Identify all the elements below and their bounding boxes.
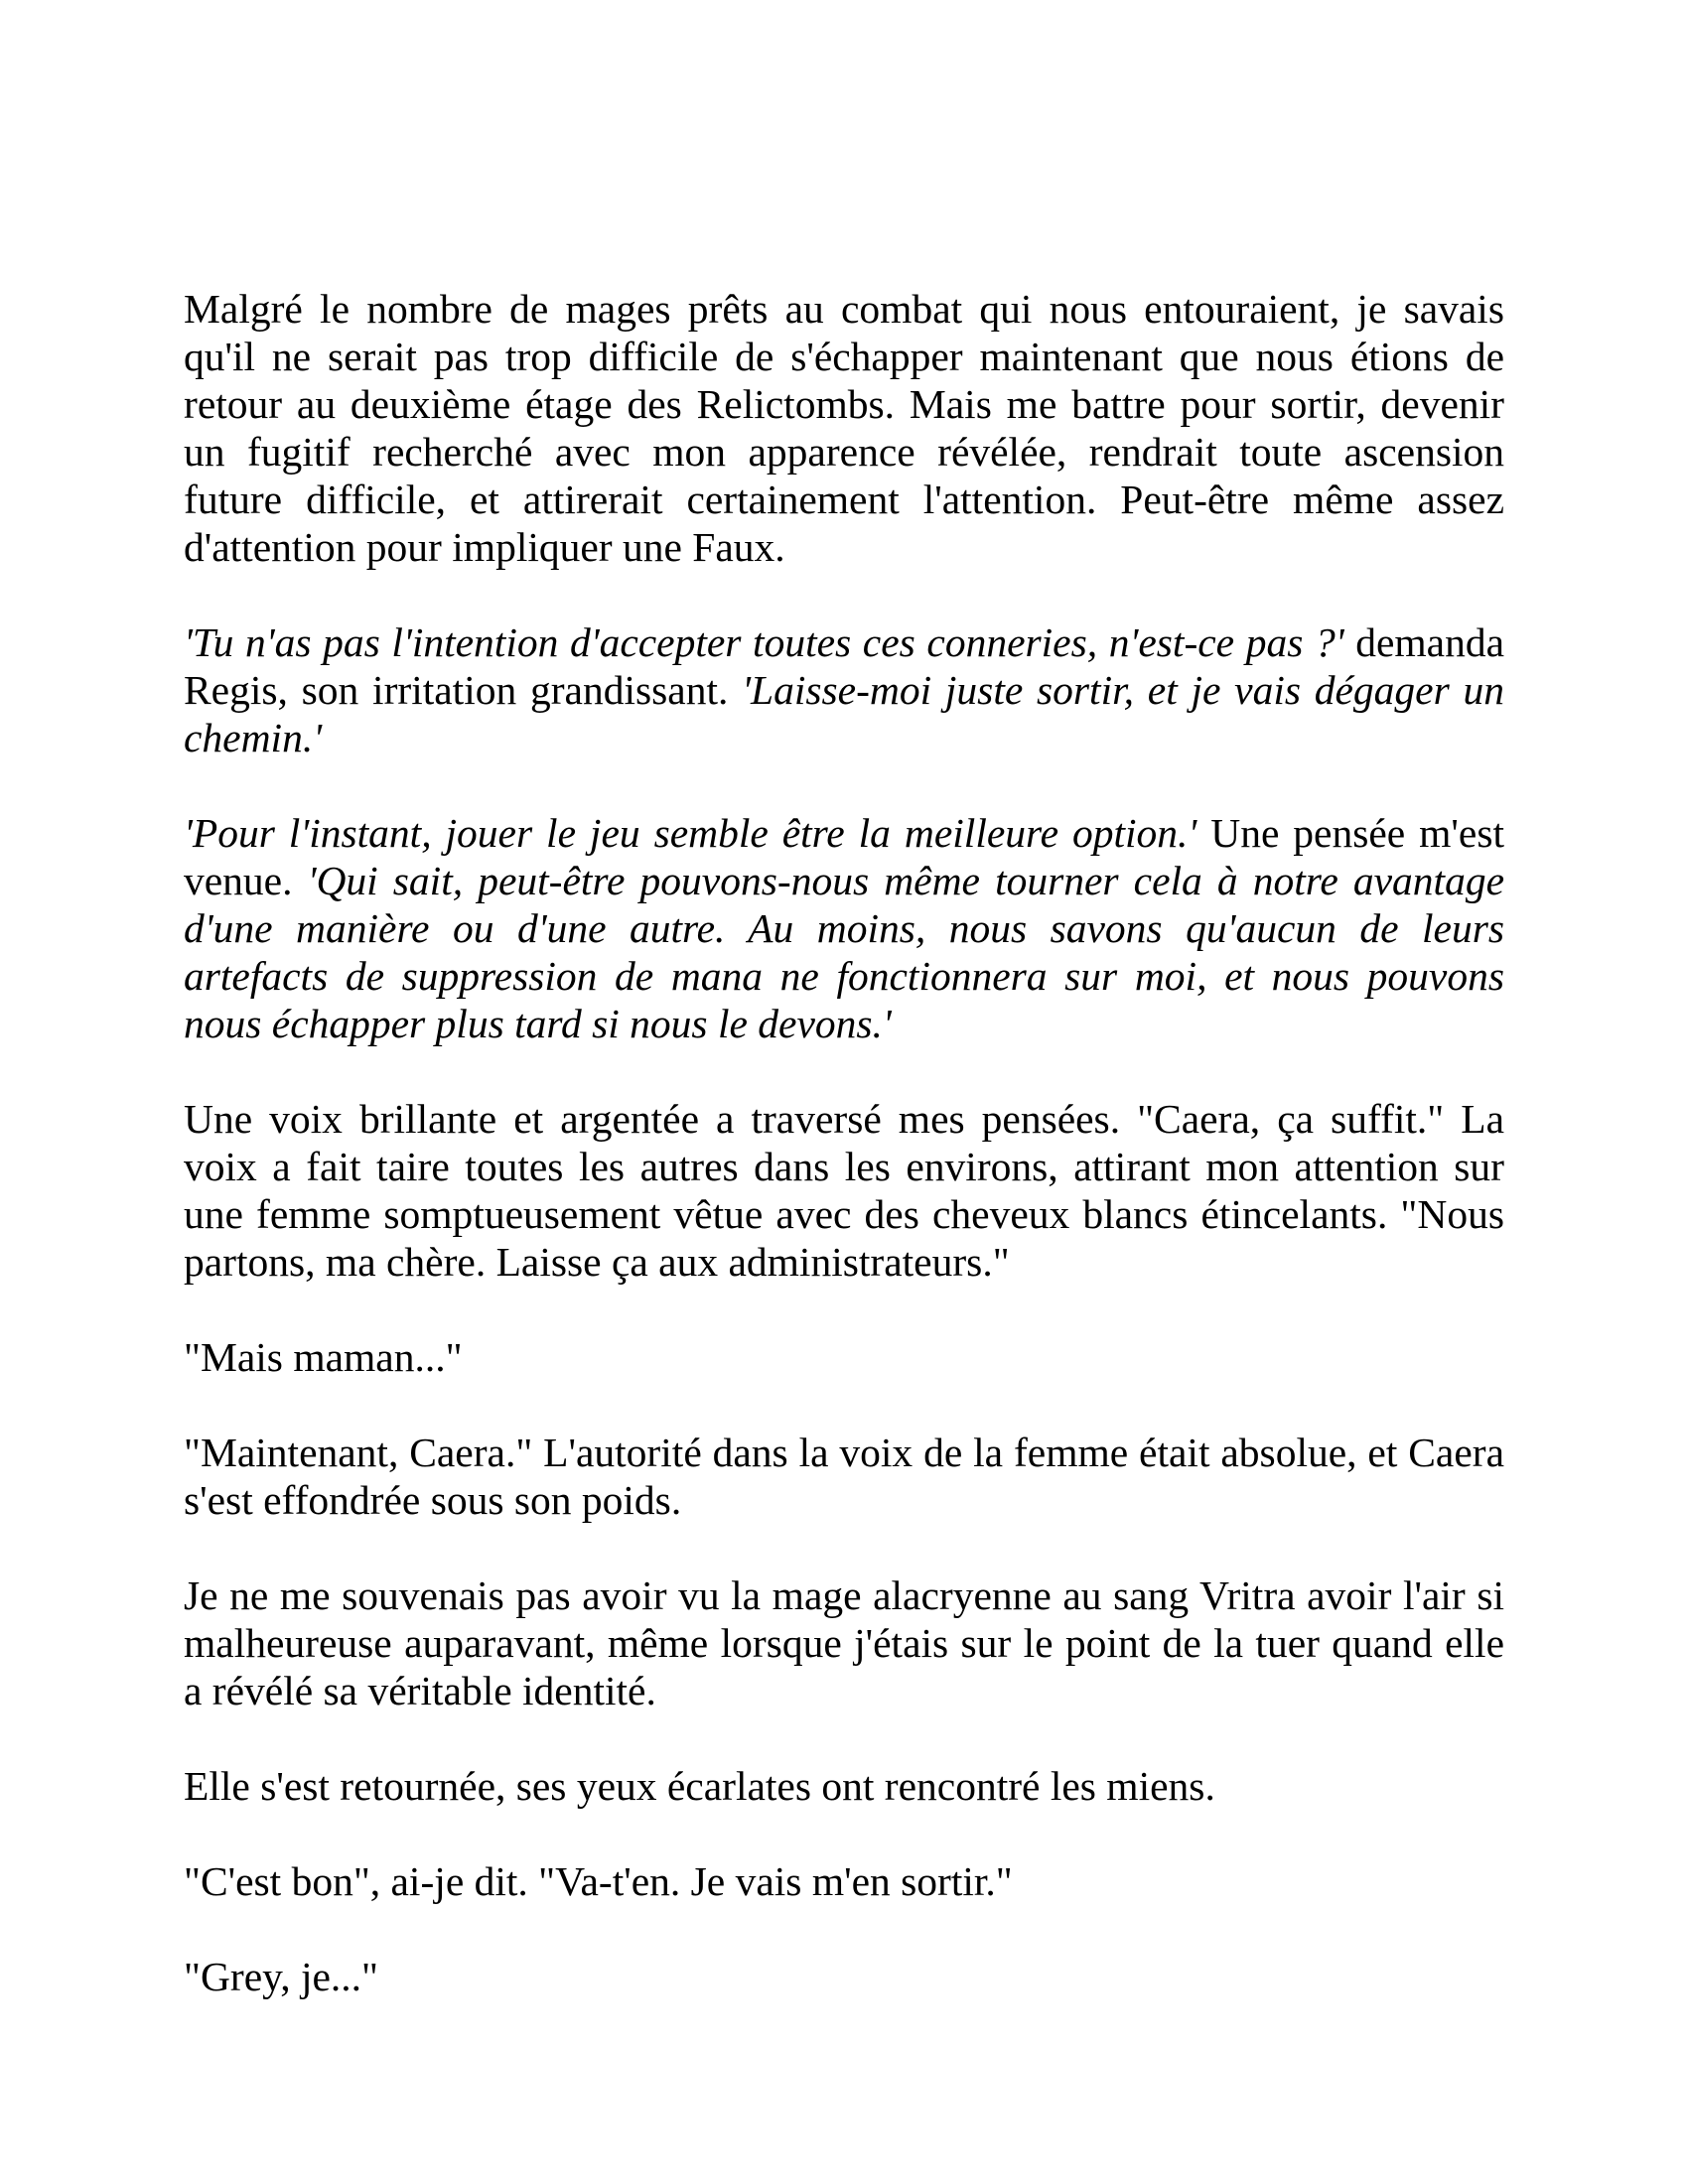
paragraph [184, 809, 1504, 1047]
thought-text: 'Qui sait, peut-être pouvons-nous même tourner cela à notre avantage d'une manière ou d'une autre. Au moins, nous savons qu'aucun de leurs artefacts de suppression de mana ne fonctionnera sur moi, et nous pouvons nous échapper plus tard si nous le devons.' [184, 858, 1504, 1046]
narration-text: Une voix brillante et argentée a traversé mes pensées. "Caera, ça suffit." La voix a fait taire toutes les autres dans les environs, attirant mon attention sur une femme somptueusement vêtue avec des cheveux blancs étincelants. "Nous partons, ma chère. Laisse ça aux administrateurs." [184, 1096, 1504, 1285]
narration-text: Je ne me souvenais pas avoir vu la mage alacryenne au sang Vritra avoir l'air si malheureuse auparavant, même lorsque j'étais sur le point de la tuer quand elle a révélé sa véritable identité. [184, 1572, 1504, 1713]
paragraph [184, 1857, 1504, 1905]
thought-text: 'Tu n'as pas l'intention d'accepter toutes ces conneries, n'est-ce pas ?' [184, 619, 1356, 665]
paragraph [184, 1429, 1504, 1524]
narration-text: Une pensée m'est venue. [184, 810, 1505, 903]
paragraph [184, 285, 1504, 571]
narration-text: "C'est bon", ai-je dit. "Va-t'en. Je vais m'en sortir." [184, 1858, 1013, 1904]
paragraph [184, 1953, 1504, 2000]
paragraph [184, 1333, 1504, 1381]
narration-text: Malgré le nombre de mages prêts au combat qui nous entouraient, je savais qu'il ne serait pas trop difficile de s'échapper maintenant que nous étions de retour au deuxième étage des Relictombs. Mais me battre pour sortir, devenir un fugitif recherché avec mon apparence révélée, rendrait toute ascension future difficile, et attirerait certainement l'attention. Peut-être même assez d'attention pour impliquer une Faux. [184, 286, 1504, 570]
paragraph [184, 1095, 1504, 1286]
thought-text: 'Laisse-moi juste sortir, et je vais dégager un chemin.' [184, 667, 1504, 760]
narration-text: demanda Regis, son irritation grandissant. [184, 619, 1504, 713]
page-content [184, 285, 1504, 2000]
narration-text: "Maintenant, Caera." L'autorité dans la voix de la femme était absolue, et Caera s'est effondrée sous son poids. [184, 1430, 1504, 1523]
narration-text: Elle s'est retournée, ses yeux écarlates ont rencontré les miens. [184, 1763, 1215, 1809]
thought-text: 'Pour l'instant, jouer le jeu semble être la meilleure option.' [184, 810, 1211, 856]
paragraph [184, 1571, 1504, 1714]
paragraph [184, 618, 1504, 761]
narration-text: "Mais maman..." [184, 1334, 463, 1380]
paragraph [184, 1762, 1504, 1810]
narration-text: "Grey, je..." [184, 1954, 378, 1999]
